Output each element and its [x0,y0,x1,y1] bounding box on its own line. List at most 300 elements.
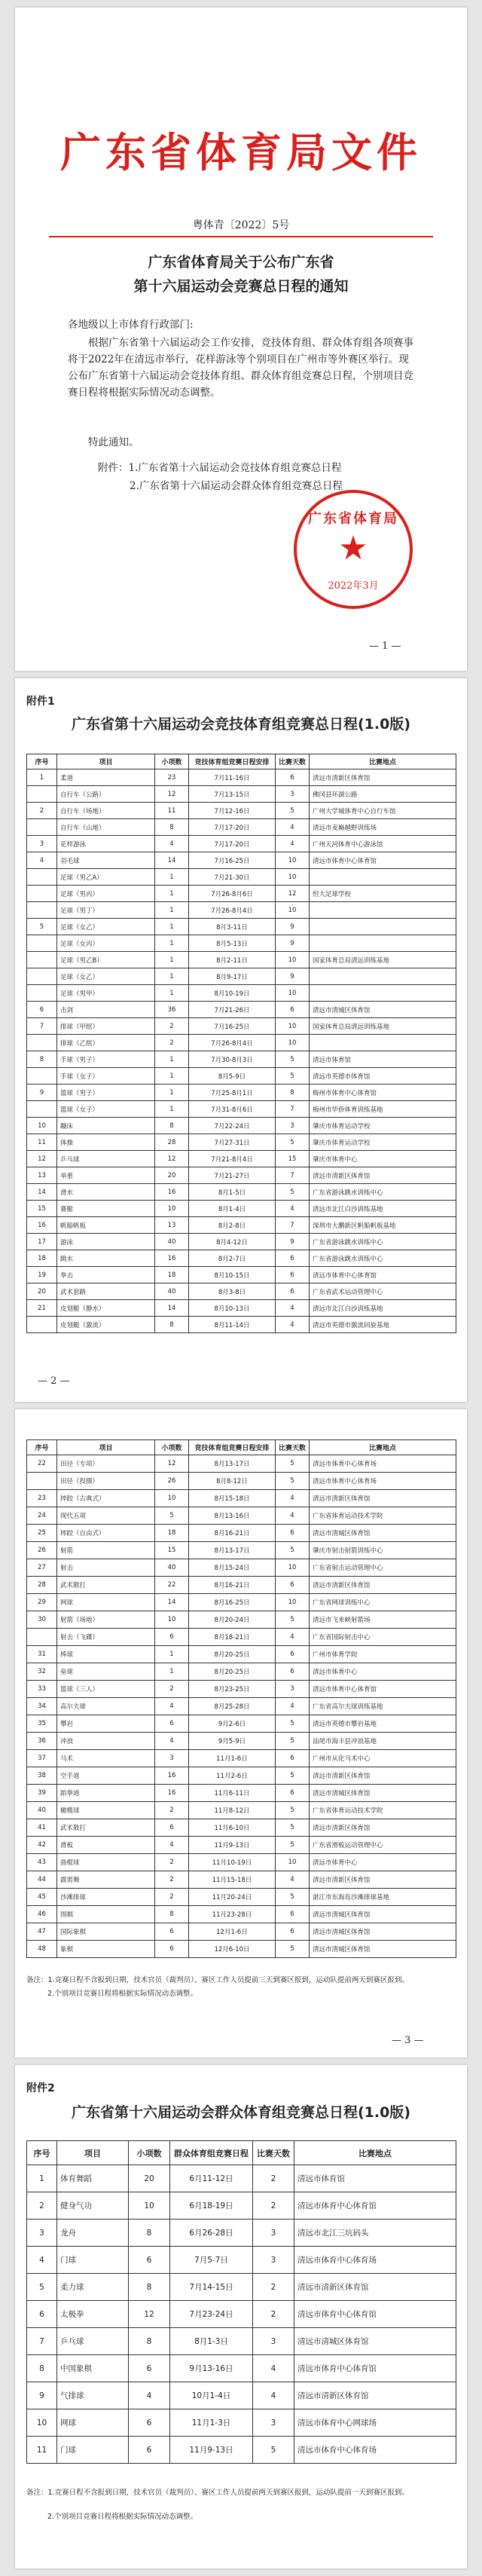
cell-venue: 清远市体育中心体育馆 [310,1267,456,1283]
cell-no [27,935,57,952]
cell-venue: 清远市清城区体育馆 [310,1785,456,1802]
cell-days: 3 [253,2328,294,2355]
cell-days: 4 [276,1490,310,1507]
cell-venue: 清远市体育中心体育馆 [294,2301,456,2328]
cell-item: 自行车（公路） [57,786,155,803]
cell-date: 7月23-24日 [170,2301,253,2328]
cell-days: 6 [276,1577,310,1594]
table-row [27,1871,456,1889]
cell-date: 8月5-13日 [189,935,276,952]
cell-count: 2 [155,1802,189,1819]
cell-item: 武术套路 [57,1283,155,1300]
cell-item: 皮划艇（静水） [57,1300,155,1317]
note-1: 备注：1.竞赛日程不含报到日期，技术官员（裁判员）、赛区工作人员提前三天到赛区报到，运动队提前两天到赛区报到。 [26,1976,409,1984]
cell-no: 1 [27,2165,57,2192]
cell-date: 7月11-16日 [189,769,276,786]
page-number: — 3 — [392,2035,424,2046]
cell-date: 8月20-24日 [189,1611,276,1629]
cell-count: 10 [129,2192,170,2220]
cell-no [27,1068,57,1085]
column-header: 比赛地点 [310,754,456,769]
cell-item: 健身气功 [57,2192,129,2220]
document-page-4 [15,2065,467,2568]
cell-no: 41 [27,1819,57,1837]
cell-item: 滑水 [57,1184,155,1201]
table-row [27,1767,456,1785]
cell-no: 36 [27,1733,57,1750]
cell-venue: 清远市清新区体育馆 [294,2382,456,2409]
cell-date: 7月14-15日 [170,2274,253,2301]
schedule-table [26,754,456,1333]
cell-no [27,902,57,919]
cell-no: 23 [27,1490,57,1507]
cell-date: 7月17-20日 [189,819,276,836]
cell-venue: 清远市体育中心体育馆 [310,852,456,869]
attachment-label: 附件2 [26,2082,55,2094]
cell-item: 围棋 [57,1906,155,1923]
cell-venue: 清远市体育中心体育场 [310,1455,456,1473]
cell-days: 6 [276,1906,310,1923]
schedule-table [26,2140,456,2464]
attachment-line-1: 附件：1.广东省第十六届运动会竞技体育组竞赛总日程 [98,462,342,474]
table-row [27,2192,456,2220]
cell-item: 足球（男乙B） [57,952,155,968]
cell-date: 7月16-25日 [189,852,276,869]
table-row [27,1002,456,1018]
table-row [27,919,456,935]
cell-days: 12 [276,886,310,902]
cell-item: 跆拳道 [57,1785,155,1802]
cell-venue: 清远市清新区体育馆 [310,769,456,786]
cell-venue: 清远市清新区体育馆 [310,1577,456,1594]
cell-date: 7月27-31日 [189,1134,276,1151]
table-row [27,1819,456,1837]
cell-no: 44 [27,1871,57,1889]
cell-item: 射击 [57,1559,155,1577]
cell-item: 足球（男乙A） [57,869,155,886]
cell-item: 摔跤（古典式） [57,1490,155,1507]
cell-venue: 清远市北江白沙训练基地 [310,1201,456,1217]
cell-venue: 广东省游泳跳水训练中心 [310,1184,456,1201]
cell-count: 6 [129,2247,170,2274]
cell-venue: 清远市体育中心网球场 [294,2409,456,2437]
cell-item: 摔跤（自由式） [57,1525,155,1542]
cell-no: 14 [27,1184,57,1201]
cell-no [27,886,57,902]
cell-item: 赛艇 [57,1201,155,1217]
table-header-row [27,754,456,769]
note-2: 2.个别项目竞赛日程将根据实际情况动态调整。 [47,1990,198,1998]
cell-days: 5 [276,1941,310,1958]
cell-count: 26 [155,1473,189,1490]
table-row [27,1101,456,1118]
cell-days: 6 [276,1525,310,1542]
cell-item: 体操 [57,1134,155,1151]
cell-days: 3 [253,2409,294,2437]
cell-venue: 广东省游泳跳水训练中心 [310,1234,456,1250]
cell-days: 6 [276,1750,310,1767]
cell-item: 棒球 [57,1646,155,1663]
red-header: 广东省体育局文件 [60,128,422,176]
cell-venue: 深圳市大鹏新区帆船帆板基地 [310,1217,456,1234]
table-row [27,1234,456,1250]
table-row [27,1681,456,1698]
cell-count: 5 [155,1507,189,1525]
cell-venue: 国家体育总局清远训练基地 [310,952,456,968]
cell-count: 36 [155,1002,189,1018]
cell-date: 6月18-19日 [170,2192,253,2220]
cell-item: 皮划艇（激流） [57,1317,155,1333]
cell-no: 4 [27,2247,57,2274]
cell-no [27,1317,57,1333]
cell-venue: 广东省游泳跳水训练中心 [310,1250,456,1267]
cell-no: 6 [27,2301,57,2328]
column-header: 序号 [27,2141,57,2165]
cell-no: 39 [27,1785,57,1802]
cell-count: 22 [155,1577,189,1594]
column-header: 小项数 [155,754,189,769]
cell-count: 40 [155,1234,189,1250]
cell-count: 4 [155,836,189,852]
cell-days: 4 [276,1629,310,1646]
cell-venue: 广州天河体育中心游泳馆 [310,836,456,852]
cell-days: 5 [276,1542,310,1559]
cell-date: 11月15-18日 [189,1871,276,1889]
cell-days: 4 [276,1201,310,1217]
cell-date: 8月25-28日 [189,1698,276,1715]
cell-days: 3 [276,786,310,803]
official-seal [294,490,413,609]
cell-item: 滑板 [57,1837,155,1854]
cell-no: 35 [27,1715,57,1733]
cell-days: 9 [276,935,310,952]
cell-no: 34 [27,1698,57,1715]
cell-days: 9 [276,1234,310,1250]
table-row [27,1802,456,1819]
cell-venue [310,902,456,919]
cell-item: 足球（女乙） [57,968,155,985]
cell-no: 32 [27,1663,57,1681]
cell-count: 2 [155,1854,189,1871]
cell-count: 14 [155,1300,189,1317]
cell-item: 击剑 [57,1002,155,1018]
cell-days: 5 [276,1733,310,1750]
cell-count: 2 [155,1018,189,1035]
cell-no: 9 [27,1085,57,1101]
cell-count: 1 [155,886,189,902]
cell-count: 12 [155,1151,189,1167]
cell-days: 4 [276,1871,310,1889]
cell-no: 31 [27,1646,57,1663]
table-row [27,1317,456,1333]
cell-item: 象棋 [57,1941,155,1958]
cell-item: 自行车（山地） [57,819,155,836]
cell-no: 40 [27,1802,57,1819]
document-number: 粤体青〔2022〕5号 [192,219,290,231]
cell-days: 10 [276,952,310,968]
note-2: 2.个别项目竞赛日程将根据实际情况动态调整。 [47,2513,198,2521]
cell-no [27,869,57,886]
cell-venue: 广东省射击运动管理中心 [310,1559,456,1577]
cell-count: 1 [155,919,189,935]
table-row [27,2355,456,2382]
cell-item: 足球（男丁） [57,902,155,919]
cell-venue: 清远市体育中心体育馆 [294,2355,456,2382]
cell-date: 8月16-25日 [189,1594,276,1611]
cell-days: 5 [276,1455,310,1473]
cell-days: 5 [276,1819,310,1837]
column-header: 群众体育组竞赛日程 [170,2141,253,2165]
cell-date: 8月13-16日 [189,1507,276,1525]
table-row [27,1455,456,1473]
cell-item: 武术散打 [57,1819,155,1837]
cell-days: 10 [276,985,310,1002]
cell-date: 11月6-10日 [189,1819,276,1837]
cell-date: 11月20-24日 [189,1889,276,1906]
cell-count: 14 [155,852,189,869]
cell-no: 26 [27,1542,57,1559]
table-row [27,1051,456,1068]
cell-date: 8月1-3日 [170,2328,253,2355]
schedule-table [26,1439,456,1958]
cell-date: 7月26-8月4日 [189,902,276,919]
cell-venue: 清远市清新区体育馆 [310,1819,456,1837]
cell-venue: 肇庆市体育运动学校 [310,1118,456,1134]
cell-date: 6月11-12日 [170,2165,253,2192]
document-page-2 [15,678,467,1402]
cell-item: 乒乓球 [57,1151,155,1167]
column-header: 小项数 [129,2141,170,2165]
cell-days: 4 [253,2382,294,2409]
table-row [27,968,456,985]
cell-count: 4 [129,2382,170,2409]
cell-count: 16 [155,1767,189,1785]
cell-no: 2 [27,2192,57,2220]
cell-count: 40 [155,1283,189,1300]
table-row [27,1837,456,1854]
column-header: 比赛天数 [253,2141,294,2165]
table-title: 广东省第十六届运动会群众体育组竞赛总日程(1.0版) [71,2104,411,2121]
table-row [27,1785,456,1802]
column-header: 项目 [57,2141,129,2165]
cell-venue: 广东省国际射击中心 [310,1629,456,1646]
notice-body: 根据广东省第十六届运动会工作安排，竞技体育组、群众体育组各项赛事将于2022年在清远市举行，花样游泳等个别项目在广州市等外赛区举行。现公布广东省第十六届运动会竞技体育组、群众体育组竞赛总日程，个别项目竞赛日程将根据实际情况动态调整。 [68,337,413,399]
cell-item: 空手道 [57,1767,155,1785]
cell-days: 3 [253,2247,294,2274]
cell-days: 5 [276,1184,310,1201]
cell-date: 6月26-28日 [170,2220,253,2247]
cell-days: 4 [276,1507,310,1525]
cell-count: 10 [155,1201,189,1217]
page-number: — 2 — [38,1375,70,1387]
cell-no: 2 [27,803,57,819]
table-row [27,1577,456,1594]
table-row [27,1663,456,1681]
document-page-3 [15,1409,467,2057]
seal-star-icon: ★ [338,529,368,568]
cell-venue: 广州大学城体育中心自行车馆 [310,803,456,819]
cell-days: 6 [276,1663,310,1681]
table-row [27,1184,456,1201]
cell-days: 10 [276,1018,310,1035]
table-row [27,1134,456,1151]
cell-no: 16 [27,1217,57,1234]
cell-days: 9 [276,919,310,935]
cell-venue: 清远市体育中心体育场 [294,2247,456,2274]
cell-date: 8月16-21日 [189,1577,276,1594]
table-row [27,1507,456,1525]
cell-date: 8月9-17日 [189,968,276,985]
cell-no [27,1473,57,1490]
cell-date: 11月8-12日 [189,1802,276,1819]
cell-date: 7月30-8月3日 [189,1051,276,1068]
cell-no: 43 [27,1854,57,1871]
cell-venue: 广东省体育运动技术学院 [310,1507,456,1525]
cell-date: 9月2-6日 [189,1715,276,1733]
cell-count: 6 [129,2355,170,2382]
cell-date: 11月23-28日 [189,1906,276,1923]
cell-no: 3 [27,836,57,852]
cell-days: 6 [276,769,310,786]
cell-count: 12 [129,2301,170,2328]
cell-venue: 清远市北江白沙训练基地 [310,1300,456,1317]
cell-days: 2 [253,2301,294,2328]
cell-days: 10 [276,869,310,886]
cell-date: 8月8-12日 [189,1473,276,1490]
cell-count: 2 [155,1871,189,1889]
cell-no: 33 [27,1681,57,1698]
column-header: 比赛天数 [276,754,310,769]
column-header: 比赛天数 [276,1440,310,1455]
cell-date: 8月20-25日 [189,1646,276,1663]
cell-count: 1 [155,1068,189,1085]
table-row [27,1889,456,1906]
red-divider [49,236,433,237]
cell-date: 7月26-8月6日 [189,886,276,902]
cell-date: 8月4-12日 [189,1234,276,1250]
cell-no: 30 [27,1611,57,1629]
cell-date: 11月6-11日 [189,1785,276,1802]
cell-no: 10 [27,1118,57,1134]
cell-days: 5 [276,1802,310,1819]
cell-date: 8月10-19日 [189,985,276,1002]
cell-days: 5 [276,1837,310,1854]
cell-date: 9月13-16日 [170,2355,253,2382]
cell-count: 1 [155,935,189,952]
table-header-row [27,2141,456,2165]
cell-no: 20 [27,1283,57,1300]
cell-days: 6 [276,1923,310,1941]
cell-count: 1 [155,1085,189,1101]
notice-title-line2: 第十六届运动会竞赛总日程的通知 [133,278,349,295]
cell-no: 45 [27,1889,57,1906]
cell-count: 4 [155,1837,189,1854]
cell-date: 7月21-27日 [189,1167,276,1184]
cell-count: 2 [155,1035,189,1051]
table-row [27,1906,456,1923]
cell-count: 4 [155,1733,189,1750]
cell-item: 帆船帆板 [57,1217,155,1234]
cell-venue: 清远市体育中心体育馆 [294,2192,456,2220]
cell-venue: 清远市清城区体育馆 [310,1002,456,1018]
table-row [27,2274,456,2301]
cell-venue [310,968,456,985]
cell-no: 3 [27,2220,57,2247]
cell-days: 2 [253,2165,294,2192]
cell-venue: 肇庆市射击射箭训练中心 [310,1542,456,1559]
cell-item: 射箭 [57,1542,155,1559]
cell-count: 40 [155,1559,189,1577]
table-row [27,1068,456,1085]
cell-no: 12 [27,1151,57,1167]
cell-venue: 清远市清新区体育馆 [310,1167,456,1184]
cell-item: 橄榄球 [57,1802,155,1819]
cell-venue: 清远市清城区体育馆 [310,1941,456,1958]
table-row [27,902,456,919]
table-row [27,1594,456,1611]
table-row [27,2220,456,2247]
cell-no [27,1035,57,1051]
cell-venue: 清远市清城区体育馆 [310,1906,456,1923]
table-row [27,2409,456,2437]
cell-date: 8月3-8日 [189,1283,276,1300]
cell-days: 3 [253,2220,294,2247]
table-row [27,1646,456,1663]
cell-count: 15 [155,1542,189,1559]
table-row [27,1629,456,1646]
table-row [27,1217,456,1234]
cell-no: 27 [27,1559,57,1577]
cell-date: 8月2-8日 [189,1217,276,1234]
cell-days: 9 [276,968,310,985]
table-row [27,886,456,902]
cell-count: 6 [155,1715,189,1733]
cell-no: 11 [27,1134,57,1151]
cell-days: 5 [276,1068,310,1085]
cell-days: 6 [276,1785,310,1802]
table-row [27,2437,456,2464]
table-title: 广东省第十六届运动会竞技体育组竞赛总日程(1.0版) [71,716,411,733]
table-row [27,1559,456,1577]
cell-venue: 广东省网球训练中心 [310,1594,456,1611]
cell-days: 6 [276,1267,310,1283]
cell-days: 5 [276,1767,310,1785]
cell-item: 网球 [57,1594,155,1611]
document-page-1 [15,8,467,671]
cell-no: 24 [27,1507,57,1525]
cell-date: 7月12-16日 [189,803,276,819]
attachment-label: 附件1 [26,696,55,708]
cell-days: 10 [276,852,310,869]
column-header: 项目 [57,754,155,769]
cell-venue: 广州市从化马术中心 [310,1750,456,1767]
cell-item: 柔力球 [57,2274,129,2301]
cell-item: 足球（男丙） [57,886,155,902]
table-row [27,1300,456,1317]
table-row [27,1018,456,1035]
cell-item: 自行车（场地） [57,803,155,819]
cell-date: 8月3-11日 [189,919,276,935]
seal-text: 广东省体育局 [308,511,398,527]
cell-date: 11月1-6日 [189,1750,276,1767]
cell-count: 18 [155,1525,189,1542]
cell-no: 19 [27,1267,57,1283]
cell-count: 4 [155,1698,189,1715]
cell-no: 9 [27,2382,57,2409]
cell-date: 12月1-6日 [189,1923,276,1941]
cell-date: 12月6-10日 [189,1941,276,1958]
cell-date: 7月21-26日 [189,1002,276,1018]
